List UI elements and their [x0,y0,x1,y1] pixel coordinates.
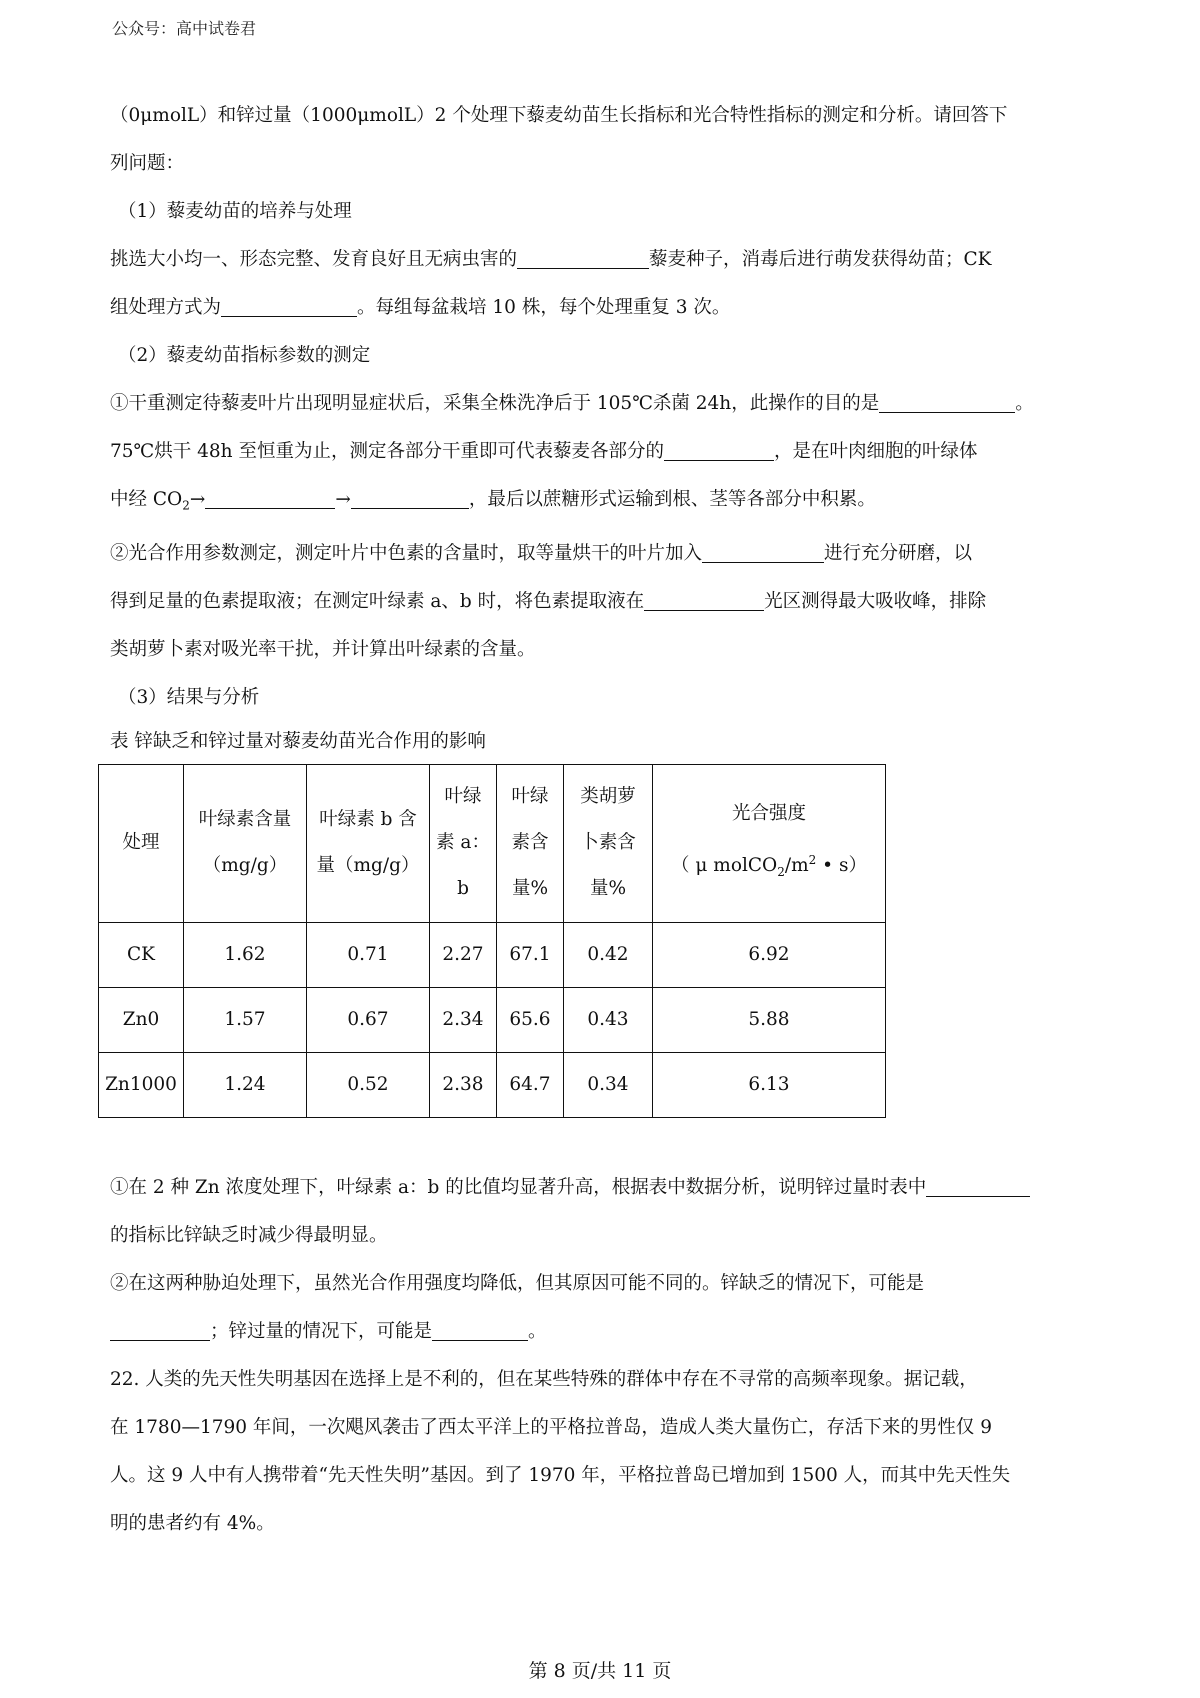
text: ②光合作用参数测定，测定叶片中色素的含量时，取等量烘干的叶片加入 [110,542,703,564]
table-cell: 1.24 [184,1052,307,1117]
answer-blank [926,1176,1030,1197]
table-cell: Zn0 [99,987,184,1052]
question-22-line-1: 22. 人类的先天性失明基因在选择上是不利的，但在某些特殊的群体中存在不寻常的高频率现象。据记载， [110,1368,978,1390]
table-cell: 65.6 [497,987,564,1052]
part2-title: （2）藜麦幼苗指标参数的测定 [118,345,371,366]
question-22-line-3: 人。这 9 人中有人携带着“先天性失明”基因。到了 1970 年，平格拉普岛已增加到 1500 人，而其中先天性失 [110,1464,1011,1486]
table-caption: 表 锌缺乏和锌过量对藜麦幼苗光合作用的影响 [110,730,486,752]
table-cell: 5.88 [653,987,886,1052]
analysis-1-line-1 [110,1164,1100,1212]
text: 光区测得最大吸收峰，排除 [764,590,987,612]
text: ，是在叶肉细胞的叶绿体 [773,441,978,462]
answer-blank [110,1320,210,1341]
text: ，最后以蔗糖形式运输到根、茎等各部分中积累。 [468,489,876,510]
table-row [99,922,886,987]
part2-q1-line-1 [110,380,1100,428]
header-text: 叶绿 [444,786,482,808]
header-text: 类胡萝 [580,786,636,808]
table-cell: 2.27 [430,922,497,987]
superscript: 2 [808,853,817,868]
text: 75℃烘干 48h 至恒重为止，测定各部分干重即可代表藜麦各部分的 [110,441,664,462]
answer-blank [664,440,774,461]
table-cell: 0.42 [564,922,653,987]
table-row [99,1052,886,1117]
table-cell: 0.43 [564,987,653,1052]
table-cell: 0.34 [564,1052,653,1117]
text: 得到足量的色素提取液；在测定叶绿素 a、b 时，将色素提取液在 [110,590,645,612]
text: （ μ molCO [671,855,778,877]
page-header-source: 公众号：高中试卷君 [112,19,257,38]
header-text: 光合强度 [731,803,806,825]
analysis-2-line-2 [110,1308,1100,1356]
text: 挑选大小均一、形态完整、发育良好且无病虫害的 [110,249,518,270]
header-cell [653,764,886,922]
text: 中经 CO [110,489,183,510]
table-cell: 2.38 [430,1052,497,1117]
subscript: 2 [777,865,785,880]
header-cell [307,764,430,922]
text: 组处理方式为 [110,297,222,318]
header-text: 叶绿 [511,786,549,808]
text: /m [784,855,809,877]
table-header-row [99,764,886,922]
table-cell: 6.13 [653,1052,886,1117]
answer-blank [702,542,824,563]
header-text: 素 a： [436,832,490,854]
results-table [98,764,886,1118]
analysis-section [110,1164,1100,1548]
question-22-line-4: 明的患者约有 4%。 [110,1512,275,1534]
header-cell [430,764,497,922]
question-22-line-2: 在 1780—1790 年间，一次飓风袭击了西太平洋上的平格拉普岛，造成人类大量伤亡，存活下来的男性仅 9 [110,1416,993,1438]
part2-q2-line-1 [110,530,1100,578]
part3-title: （3）结果与分析 [118,686,260,708]
table-cell: Zn1000 [99,1052,184,1117]
table-cell: 0.71 [307,922,430,987]
header-text [653,837,885,895]
header-text: 素含 [511,832,549,854]
header-text: 叶绿素 b 含 [319,809,417,831]
header-text: 量% [589,878,627,900]
intro-line-2: 列问题： [110,153,185,174]
table-cell: 0.67 [307,987,430,1052]
text: 。 [528,1320,547,1342]
part1-title: （1）藜麦幼苗的培养与处理 [118,201,352,222]
part1-line-2 [110,284,1100,332]
text: 。每组每盆栽培 10 株，每个处理重复 3 次。 [357,297,731,318]
analysis-1-line-2: 的指标比锌缺乏时减少得最明显。 [110,1224,388,1246]
header-text: 量（mg/g） [316,855,420,877]
table-cell: CK [99,922,184,987]
arrow: → [189,489,206,510]
answer-blank [432,1320,528,1341]
header-text: 卜素含 [580,832,636,854]
header-cell [497,764,564,922]
table-cell: 1.57 [184,987,307,1052]
answer-blank [644,590,764,611]
answer-blank [517,248,649,269]
header-cell [99,764,184,922]
subscript: 2 [182,498,190,513]
page-number: 第 8 页/共 11 页 [528,1660,672,1682]
table-cell: 64.7 [497,1052,564,1117]
text: 进行充分研磨，以 [824,542,973,564]
analysis-2-line-1: ②在这两种胁迫处理下，虽然光合作用强度均降低，但其原因可能不同的。锌缺乏的情况下，可能是 [110,1272,925,1294]
answer-blank [205,488,335,509]
arrow: → [335,489,351,510]
header-text: b [457,878,469,900]
table-cell: 0.52 [307,1052,430,1117]
part2-q2-line-3: 类胡萝卜素对吸光率干扰，并计算出叶绿素的含量。 [110,638,536,660]
header-cell [184,764,307,922]
part2-q1-line-3 [110,476,1100,530]
text: ①干重测定待藜麦叶片出现明显症状后，采集全株洗净后于 105℃杀菌 24h，此操作的目的是 [110,393,880,414]
text: ①在 2 种 Zn 浓度处理下，叶绿素 a：b 的比值均显著升高，根据表中数据分析，说明锌过量时表中 [110,1176,927,1198]
table-cell: 67.1 [497,922,564,987]
part2-q2-line-2 [110,578,1100,626]
header-cell [564,764,653,922]
text: ；锌过量的情况下，可能是 [210,1320,433,1342]
text: • s） [816,855,867,877]
part2-q1-line-2 [110,428,1100,476]
table-row [99,987,886,1052]
answer-blank [221,296,357,317]
text: 藜麦种子，消毒后进行萌发获得幼苗；CK [649,249,992,270]
answer-blank [879,392,1015,413]
header-text: （mg/g） [202,855,288,877]
header-text: 叶绿素含量 [198,809,292,831]
intro-line-1: （0μmolL）和锌过量（1000μmolL）2 个处理下藜麦幼苗生长指标和光合特性指标的测定和分析。请回答下 [110,105,1008,126]
part1-line-1 [110,236,1100,284]
answer-blank [351,488,469,509]
text: 。 [1015,393,1034,414]
table-cell: 6.92 [653,922,886,987]
table-cell: 2.34 [430,987,497,1052]
page-content [105,92,1100,1548]
header-text: 量% [511,878,549,900]
header-text: 处理 [122,832,160,854]
table-cell: 1.62 [184,922,307,987]
